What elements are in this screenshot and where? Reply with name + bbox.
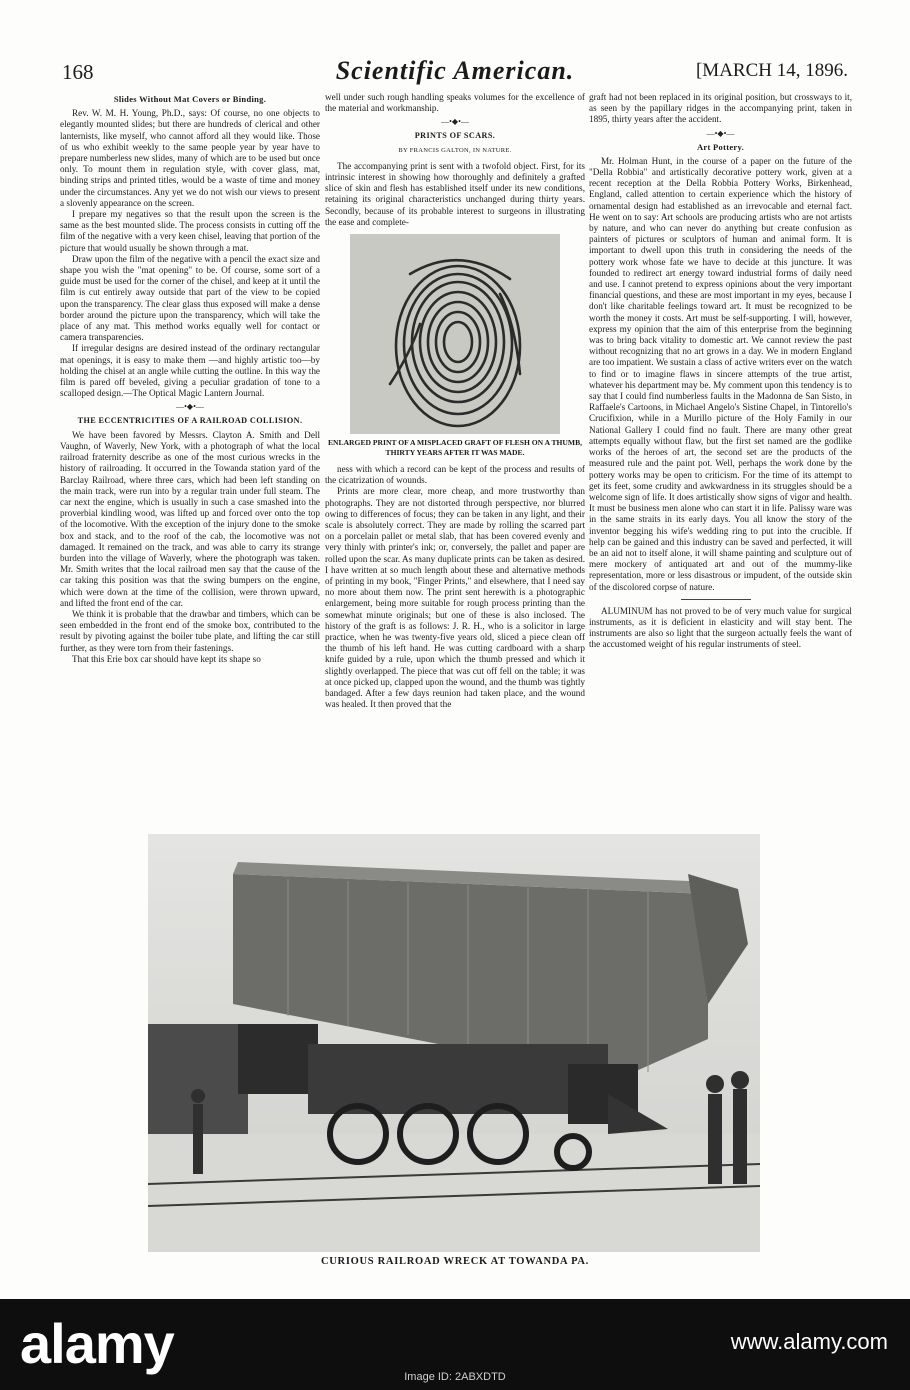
railroad-paragraph: We have been favored by Messrs. Clayton A. Smith and Dell Vaughn, of Waverly, New York, with a photograph of what the local railroad fraternity describe as one of the most curious wrecks in the history of railroading. It occurred in the Towanda station yard of the Barclay Railroad, where three cars, which had been left standing on the main track, were run into by a regular train under full steam. The car next the engine, which is usually in such a case smashed into the proverbial kindling wood, was lifted up and forced over onto the top of the locomotive. With the exception of the injury done to the smoke box and stack, and to the roof of the cab, the locomotive was not damaged. It remained on the track, and was able to carry its strange burden into the village of Waverly, where the photograph was taken. Mr. Smith writes that the local railroad men say that the cause of the car taking this position was that the swing bumpers on the engine, which were down at the time of the collision, were thrown upward, and lifted the front end of the car. (60, 429, 320, 608)
graft-continuation: graft had not been replaced in its original position, but crossways to it, as seen by the papillary ridges in the accompanying print, taken in 1895, thirty years after the accident. (589, 92, 852, 125)
issue-date: [MARCH 14, 1896. (695, 60, 848, 81)
slides-paragraph: Rev. W. M. H. Young, Ph.D., says: Of course, no one objects to elegantly mounted slides; but there are hundreds of clerical and other lanternists, like myself, who cannot afford all they would like. Those of us who exhibit weekly to the same people year by year have to prepare numberless new slides, many of which are to be used but once only. To mount them in regulation style, with cover glass, mat, binding strips and printed titles, would be a waste of time and money under the circumstances. Any yet we do not wish our views to present a slovenly appearance on the screen. (60, 108, 320, 208)
section-ornament: —•◆•— (176, 402, 204, 412)
alamy-logo: alamy (20, 1312, 174, 1375)
slides-paragraph: Draw upon the film of the negative with a pencil the exact size and shape you wish the "mat opening" to be. Of course, some sort of a guide must be used for the corner of the chisel, and keep at it until the film is cut entirely away outside that part of the view to be copied upon the transparency. The clear glass thus exposed will make a dense border around the picture upon the transparency, which will take the place of any mat. This method works equally well for contact or camera transparencies. (60, 253, 320, 343)
stock-info (20, 1371, 890, 1383)
scars-byline: BY FRANCIS GALTON, IN NATURE. (398, 146, 512, 154)
fingerprint-image (350, 234, 560, 434)
pottery-heading: Art Pottery. (696, 141, 745, 152)
railroad-paragraph: That this Erie box car should have kept its shape so (72, 653, 261, 664)
slides-heading: Slides Without Mat Covers or Binding. (113, 94, 267, 104)
fingerprint-caption: ENLARGED PRINT OF A MISPLACED GRAFT OF FLESH ON A THUMB, THIRTY YEARS AFTER IT WAS MADE. (327, 438, 583, 458)
section-ornament: —•◆•— (706, 128, 735, 138)
image-id: Image ID: 2ABXDTD (404, 1371, 506, 1383)
section-ornament: —•◆•— (441, 117, 469, 127)
column-3 (589, 92, 852, 820)
column-1 (60, 92, 320, 820)
scars-paragraph: Prints are more clear, more cheap, and more trustworthy than photographs. They are not distorted through perspective, nor blurred owing to differences of focus; they can be taken in any light, and their scale is absolutely correct. They are made by rolling the scarred part on a porcelain pallet or metal slab, that has been covered evenly and very thinly with printer's ink; or, conversely, the pallet and paper are rolled upon the scar. As many duplicate prints can be taken as desired. I have written at so much length about these and alternative methods of printing in my book, "Finger Prints," and elsewhere, that I need say no more about them now. The print sent herewith is a photographic enlargement, being more suitable for rough process printing than the somewhat minute originals; but one of these is also inclosed. The history of the graft is as follows: J. R. H., who is a solicitor in large practice, when he was twenty-five years old, sliced a piece clean off the thumb of his left hand. He was cutting cardboard with a sharp knife guided by a rule, upon which the thumb pressed and which it slightly overlapped. The piece that was cut off fell on the table; it was at once picked up, clapped upon the wound, and the thumb was tightly bandaged. After a few days reunion had taken place, and the wound was healed. It then proved that the (325, 486, 585, 710)
railroad-wreck-photo (148, 834, 760, 1252)
stock-watermark-bar (0, 1299, 910, 1390)
slides-paragraph: If irregular designs are desired instead of the ordinary rectangular mat openings, it is easy to make them —and highly artistic too—by holding the chisel at an angle while cutting the outline. In this way the film is pared off beveled, giving a peculiar gradation of tone to a scalloped design.—The Optical Magic Lantern Journal. (60, 343, 320, 399)
pottery-paragraph: Mr. Holman Hunt, in the course of a paper on the future of the "Della Robbia" and artistically decorative pottery work, given at a recent reception at the Della Robbia Pottery Works, Birkenhead, England, called attention to certain experience which the history of ornamental design had established as an irrevocable and eternal fact. He went on to say: Art schools are producing artists who are not artists by nature, and who can never do anything but create confusion as painters of pictures or sculptors of human and animal form. It is important to dwell upon this truth in considering the needs of the pottery work whose fate we have to decide at this juncture. It was founded to redirect art energy toward industrial forms of daily need and use. I cannot pretend to express opinions about the very important financial questions, and these are most important in my eyes, because I don't like charitable feelings toward art. It must be recognized to be worth the money it costs. Art must be self-supporting. I will, however, express my opinion that the aim of this enterprise from the beginning was to bring back vitality to domestic art. We cannot review the past without recognizing that no art grows in a day. We in modern England are too impatient. We sustain a class of active writers ever on the watch to find or to imagine flaws in sincere attempts of the true artist, whatever his department may be. My comment upon this tendency is to say that I could find numberless faults in the Madonna de San Sisto, in Raffaele's Cartoons, in Michael Angelo's Sistine Chapel, in Tintorello's Crucifixion, while in a Murillo picture of the Holy Family in our National Gallery I could find no fault. There are many other great attempts equally without flaw, but the first set named are the godlike works of the heroes of art, the second set are the products of the measured rule and the paint pot. Well, perhaps the work done by the pottery works may be open to criticism. For the time of its attempt to get its feet, some crudity and awkwardness in its struggles should be a welcome sign of life. It does artistically show signs of vigor and health. It must be business men alone who can start it in life. Palissy ware was in the same straits in its early days. You all know the story of the inventor begging his wife's wedding ring to put into the crucible. If help can be gained and this industry can be saved and perfected, it will be an aid not to itself alone, it will shame painting and sculpture out of mere mockery of antiquated art and out of the mummy-like representation, more or less disastrous or impudent, of the outside skin of the discolored corpse of nature. (589, 155, 852, 592)
stock-site: www.alamy.com (730, 1329, 888, 1354)
page-number: 168 (62, 60, 94, 84)
scars-heading: PRINTS OF SCARS. (414, 131, 496, 141)
section-divider (681, 599, 751, 600)
wreck-caption: CURIOUS RAILROAD WRECK AT TOWANDA PA. (320, 1256, 590, 1267)
column-2 (325, 92, 585, 820)
fingerprint-figure (350, 234, 560, 434)
masthead: Scientific American. (335, 56, 575, 85)
aluminum-paragraph: ALUMINUM has not proved to be of very much value for surgical instruments, as it is deficient in elasticity and will stay bent. The instruments are also so light that the surgeon actually feels the want of the accustomed weight of his regular instruments of steel. (589, 605, 852, 650)
scars-intro: The accompanying print is sent with a twofold object. First, for its intrinsic interest in showing how thoroughly and definitely a grafted slice of skin and flesh has established itself under its new conditions, retaining its original characteristics unchanged during thirty years. Secondly, because of its probable interest to surgeons in illustrating the ease and complete- (325, 160, 585, 227)
scars-lead: well under such rough handling speaks volumes for the excellence of the material and workmanship. (325, 92, 585, 114)
railroad-heading: THE ECCENTRICITIES OF A RAILROAD COLLISION. (77, 416, 303, 426)
railroad-paragraph: We think it is probable that the drawbar and timbers, which can be seen embedded in the front end of the smoke box, contributed to the result by pivoting against the boiler tube plate, and lifting the car still further, as they were torn from their fastenings. (60, 608, 320, 653)
slides-paragraph: I prepare my negatives so that the result upon the screen is the same as the best mounted slide. The process consists in cutting off the film of the negative with a very keen chisel, leaving that portion of the picture that would usually be shown through a mat. (60, 209, 320, 253)
page-header (62, 56, 848, 88)
scars-paragraph: ness with which a record can be kept of the process and results of the cicatrization of wounds. (325, 464, 585, 486)
